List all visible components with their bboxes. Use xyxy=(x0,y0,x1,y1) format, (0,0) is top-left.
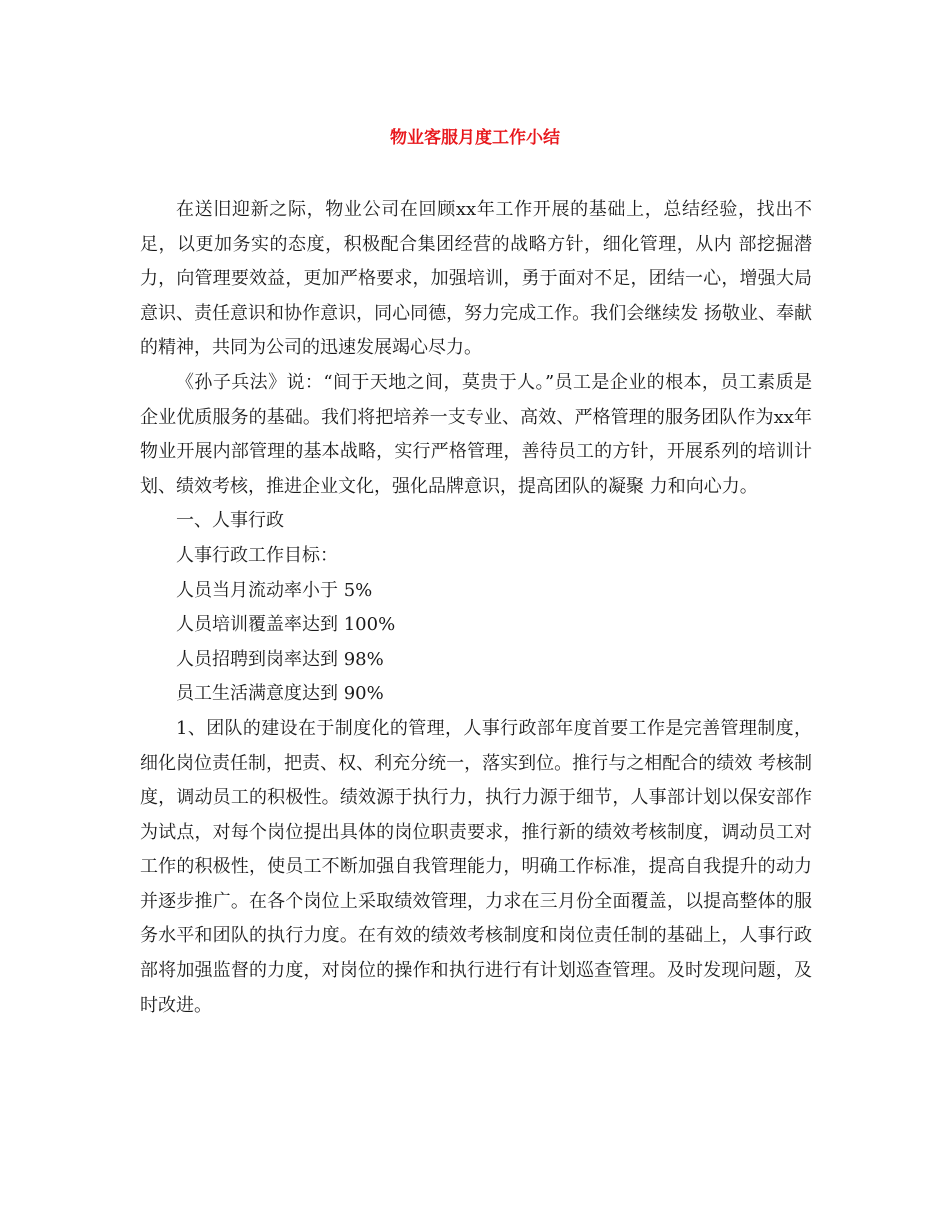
intro-paragraph: 在送旧迎新之际，物业公司在回顾xx年工作开展的基础上，总结经验，找出不足，以更加务实的态度，积极配合集团经营的战略方针，细化管理，从内 部挖掘潜力，向管理要效益，更加严格要求，加强培训，勇于面对不足，团结一心，增强大局意识、责任意识和协作意识，同心同德，努力完成工作。我们会继续发 扬敬业、奉献的精神，共同为公司的迅速发展竭心尽力。 xyxy=(140,199,812,359)
document-body xyxy=(140,193,812,1023)
targets-heading: 人事行政工作目标： xyxy=(176,544,338,566)
target-item: 人员招聘到岗率达到 98% xyxy=(176,648,384,670)
sunzi-paragraph: 《孙子兵法》说：“间于天地之间，莫贵于人。”员工是企业的根本，员工素质是企业优质服务的基础。我们将把培养一支专业、高效、严格管理的服务团队作为xx年物业开展内部管理的基本战略，实行严格管理，善待员工的方针，开展系列的培训计划、绩效考核，推进企业文化，强化品牌意识，提高团队的凝聚 力和向心力。 xyxy=(140,371,812,497)
target-item: 人员培训覆盖率达到 100% xyxy=(176,614,396,636)
target-item: 员工生活满意度达到 90% xyxy=(176,683,384,705)
document-title: 物业客服月度工作小结 xyxy=(390,128,560,148)
target-item: 人员当月流动率小于 5% xyxy=(176,579,373,601)
section-heading: 一、人事行政 xyxy=(176,510,284,532)
item-1-paragraph: 1、团队的建设在于制度化的管理，人事行政部年度首要工作是完善管理制度，细化岗位责任制，把责、权、利充分统一，落实到位。推行与之相配合的绩效 考核制度，调动员工的积极性。绩效源于执行力，执行力源于细节，人事部计划以保安部作为试点，对每个岗位提出具体的岗位职责要求，推行新的绩效考核制度，调动员工对工作的积极性，使员工不断加强自我管理能力，明确工作标准，提高自我提升的动力并逐步推广。在各个岗位上采取绩效管理，力求在三月份全面覆盖，以提高整体的服务水平和团队的执行力度。在有效的绩效考核制度和岗位责任制的基础上，人事行政部将加强监督的力度，对岗位的操作和执行进行有计划巡查管理。及时发现问题，及时改进。 xyxy=(140,717,812,1016)
